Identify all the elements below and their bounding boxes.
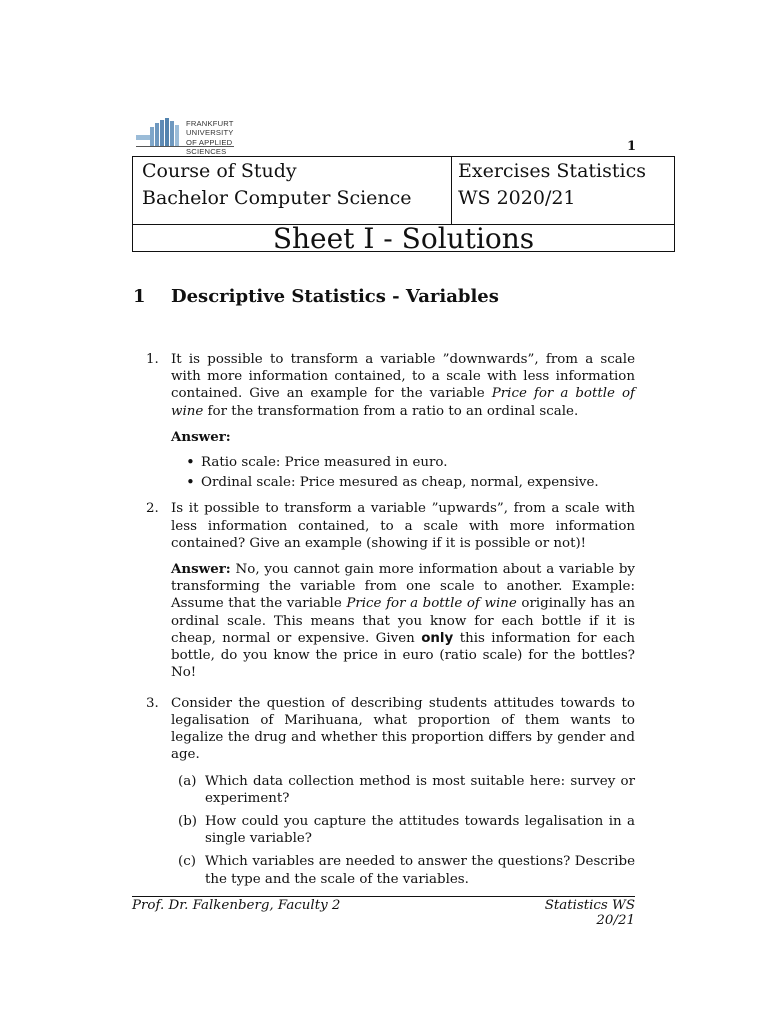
answer-label: Answer: (171, 428, 231, 445)
footer-rule (132, 896, 635, 897)
emphasis-word: only (421, 630, 454, 646)
sub-question-a (171, 773, 635, 807)
question-number: 1. (146, 352, 159, 367)
question-1 (133, 351, 635, 491)
program-name: Bachelor Computer Science (142, 187, 412, 209)
sub-question-c (171, 853, 635, 887)
logo-text (186, 119, 256, 157)
answer-bullets (171, 454, 635, 491)
question-text (171, 351, 635, 420)
list-item: • Ratio scale: Price measured in euro. (201, 454, 635, 471)
sub-question-text: Which data collection method is most suitable here: survey or experiment? (205, 773, 635, 806)
answer-label: Answer: (171, 561, 231, 578)
footer-course: Statistics WS 20/21 (544, 898, 635, 928)
section-title: Descriptive Statistics - Variables (171, 286, 499, 307)
exercise-cell (458, 158, 646, 212)
header-divider-vertical (451, 157, 452, 224)
course-of-study-cell (142, 158, 412, 212)
sheet-title: Sheet I - Solutions (272, 222, 535, 255)
variable-name: Price for a bottle of wine (171, 386, 635, 419)
semester: WS 2020/21 (458, 187, 576, 209)
logo-bars-icon (136, 118, 184, 146)
question-number: 2. (146, 501, 159, 517)
question-text-part: for the transformation from a ratio to an ordinal scale. (203, 403, 579, 419)
question-text: Is it possible to transform a variable ”upwards”, from a scale with less information contained, to a scale with more information contained? Give an example (showing if it is possible or not)! (171, 501, 635, 551)
sub-question-text: How could you capture the attitudes towards legalisation in a single variable? (205, 814, 635, 847)
question-text: Consider the question of describing students attitudes towards to legalisation of Marihuana, what proportion of them wants to legalize the drug and whether this proportion differs by gender and age. (171, 695, 635, 763)
exercise-title: Exercises Statistics (458, 160, 646, 182)
question-3 (133, 695, 635, 888)
course-label: Course of Study (142, 160, 297, 182)
page-number: 1 (627, 139, 637, 154)
question-number: 3. (146, 695, 159, 711)
sub-question-b (171, 813, 635, 847)
sub-question-label: (b) (178, 814, 198, 830)
question-2 (133, 500, 635, 681)
variable-name: Price for a bottle of wine (346, 596, 517, 612)
sub-question-text: Which variables are needed to answer the questions? Describe the type and the scale of the variables. (205, 854, 635, 887)
sub-question-label: (a) (178, 773, 197, 789)
logo-underline (136, 146, 234, 147)
answer-text (171, 561, 635, 681)
answer-text-part: this information for each bottle, do you know the price in euro (ratio scale) for the bottles? No! (171, 630, 635, 681)
exercise-list (133, 351, 635, 897)
section-heading (133, 286, 499, 307)
logo-line-2: UNIVERSITY (186, 128, 234, 138)
answer-text-part: originally has an ordinal scale. This means that you know for each bottle if it is cheap, normal or expensive. Given (171, 596, 636, 646)
answer-text-part: No, you cannot gain more information about a variable by transforming the variable from one scale to another. Example: Assume that the variable (171, 562, 635, 612)
sub-question-label: (c) (178, 854, 196, 870)
list-item: • Ordinal scale: Price mesured as cheap, normal, expensive. (201, 474, 635, 491)
logo-line-3: OF APPLIED SCIENCES (186, 137, 233, 157)
section-number: 1 (133, 286, 146, 307)
question-text-part: It is possible to transform a variable ”downwards”, from a scale with more information contained, to a scale with less information contained. Give an example for the variable (171, 352, 635, 402)
logo-line-1: FRANKFURT (186, 119, 234, 128)
footer-author: Prof. Dr. Falkenberg, Faculty 2 (132, 898, 341, 913)
university-logo (136, 118, 256, 157)
header-table (132, 156, 675, 255)
